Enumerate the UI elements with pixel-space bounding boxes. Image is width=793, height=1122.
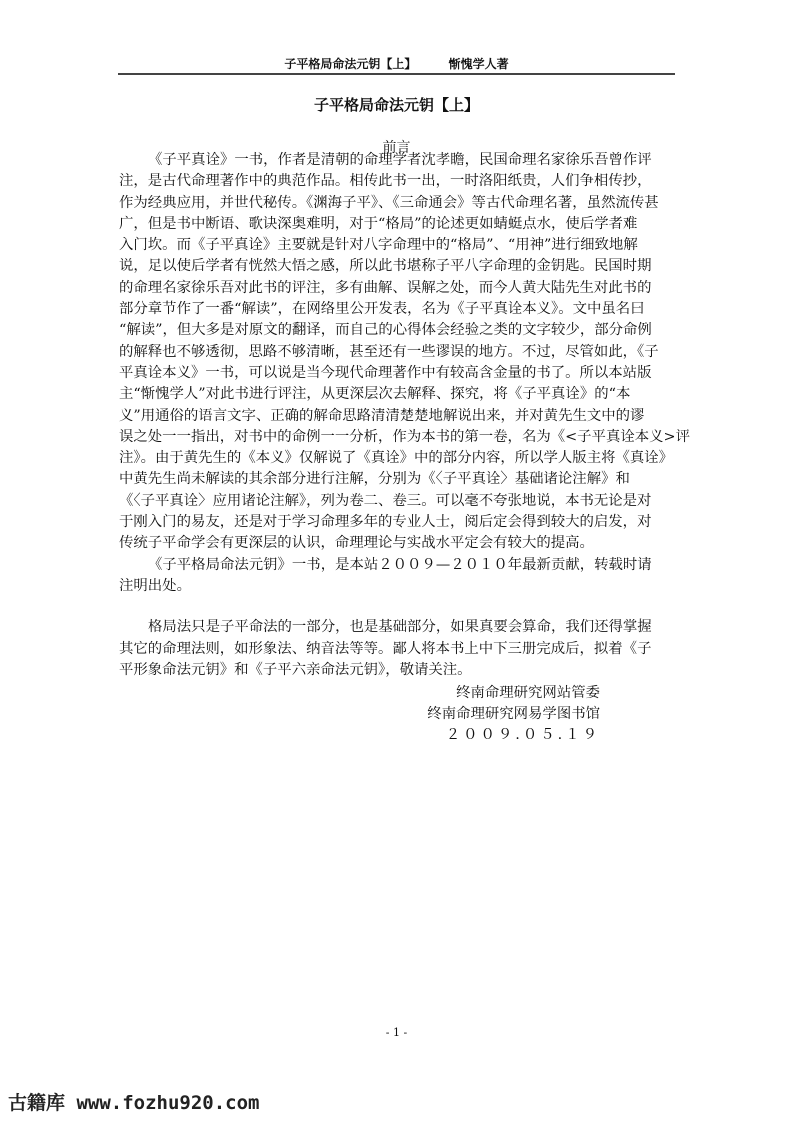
text-line: 主“惭愧学人”对此书进行评注，从更深层次去解释、探究，将《子平真诠》的“本 xyxy=(119,386,631,403)
text-line: 注》。由于黄先生的《本义》仅解说了《真诠》中的部分内容，所以学人版主将《真诠》 xyxy=(119,450,674,467)
text-line: 误之处一一指出，对书中的命例一一分析，作为本书的第一卷，名为《<子平真诠本义>评 xyxy=(119,428,690,445)
signature-date: ２００９.０５.１９ xyxy=(445,727,600,743)
text-line: 注，是古代命理著作中的典范作品。相传此书一出，一时洛阳纸贵，人们争相传抄， xyxy=(119,173,652,190)
text-line: 《子平真诠》一书，作者是清朝的命理学者沈孝瞻，民国命理名家徐乐吾曾作评 xyxy=(148,152,652,168)
paragraph xyxy=(119,150,690,555)
watermark-logo: 古籍库 www.fozhu920.com xyxy=(8,1092,260,1114)
text-line: 其它的命理法则，如形象法、纳音法等等。鄙人将本书上中下三册完成后，拟着《子 xyxy=(119,640,652,657)
text-line: 注明出处。 xyxy=(119,577,191,594)
text-line: “解读”，但大多是对原文的翻译，而自己的心得体会经验之类的文字较少，部分命例 xyxy=(119,322,652,339)
text-line: 的解释也不够透彻，思路不够清晰，甚至还有一些谬误的地方。不过，尽管如此，《子 xyxy=(119,343,659,360)
signature-org1: 终南命理研究网站管委 xyxy=(456,685,600,701)
text-line: 作为经典应用，并世代秘传。《渊海子平》、《三命通会》等古代命理名著，虽然流传甚 xyxy=(119,194,659,211)
paragraph xyxy=(119,617,684,681)
text-line: 义”用通俗的语言文字、正确的解命思路清清楚楚地解说出来，并对黄先生文中的谬 xyxy=(119,407,645,424)
preface-heading: 前言 xyxy=(382,140,411,156)
text-line: 《子平格局命法元钥》一书，是本站２００９—２０１０年最新贡献，转载时请 xyxy=(148,556,652,573)
text-line: 传统子平命学会有更深层的认识，命理理论与实战水平定会有较大的提高。 xyxy=(119,535,594,552)
text-line: 广，但是书中断语、歌诀深奥难明，对于“格局”的论述更如蜻蜓点水，使后学者难 xyxy=(119,215,638,232)
paragraph xyxy=(119,555,684,598)
document-body xyxy=(119,150,690,681)
header-rule xyxy=(118,73,675,75)
text-line: 部分章节作了一番“解读”，在网络里公开发表，名为《子平真诠本义》。文中虽名曰 xyxy=(119,301,645,318)
text-line: 《〈子平真诠〉应用诸论注解》，列为卷二、卷三。可以毫不夸张地说，本书无论是对 xyxy=(119,492,652,509)
signature-org2: 终南命理研究网易学图书馆 xyxy=(427,706,600,722)
text-line: 平形象命法元钥》和《子平六亲命法元钥》，敬请关注。 xyxy=(119,661,472,678)
text-line: 入门坎。而《子平真诠》主要就是针对八字命理中的“格局”、“用神”进行细致地解 xyxy=(119,237,638,254)
header-book-title: 子平格局命法元钥【上】 xyxy=(284,57,417,71)
text-line: 于刚入门的易友，还是对于学习命理多年的专业人士，阅后定会得到较大的启发，对 xyxy=(119,514,652,531)
text-line: 中黄先生尚未解读的其余部分进行注解，分别为《〈子平真诠〉基础诸论注解》和 xyxy=(119,471,630,488)
header-author: 惭愧学人著 xyxy=(448,57,509,71)
running-header xyxy=(0,55,793,72)
text-line: 说，足以使后学者有恍然大悟之感，所以此书堪称子平八字命理的金钥匙。民国时期 xyxy=(119,258,652,275)
document-title: 子平格局命法元钥【上】 xyxy=(313,96,479,114)
text-line: 平真诠本义》一书，可以说是当今现代命理著作中有较高含金量的书了。所以本站版 xyxy=(119,364,652,381)
text-line: 的命理名家徐乐吾对此书的评注，多有曲解、误解之处，而今人黄大陆先生对此书的 xyxy=(119,279,652,296)
paragraph-gap xyxy=(119,597,684,617)
text-line: 格局法只是子平命法的一部分，也是基础部分，如果真要会算命，我们还得掌握 xyxy=(148,619,652,636)
page-number: - 1 - xyxy=(385,1026,408,1039)
